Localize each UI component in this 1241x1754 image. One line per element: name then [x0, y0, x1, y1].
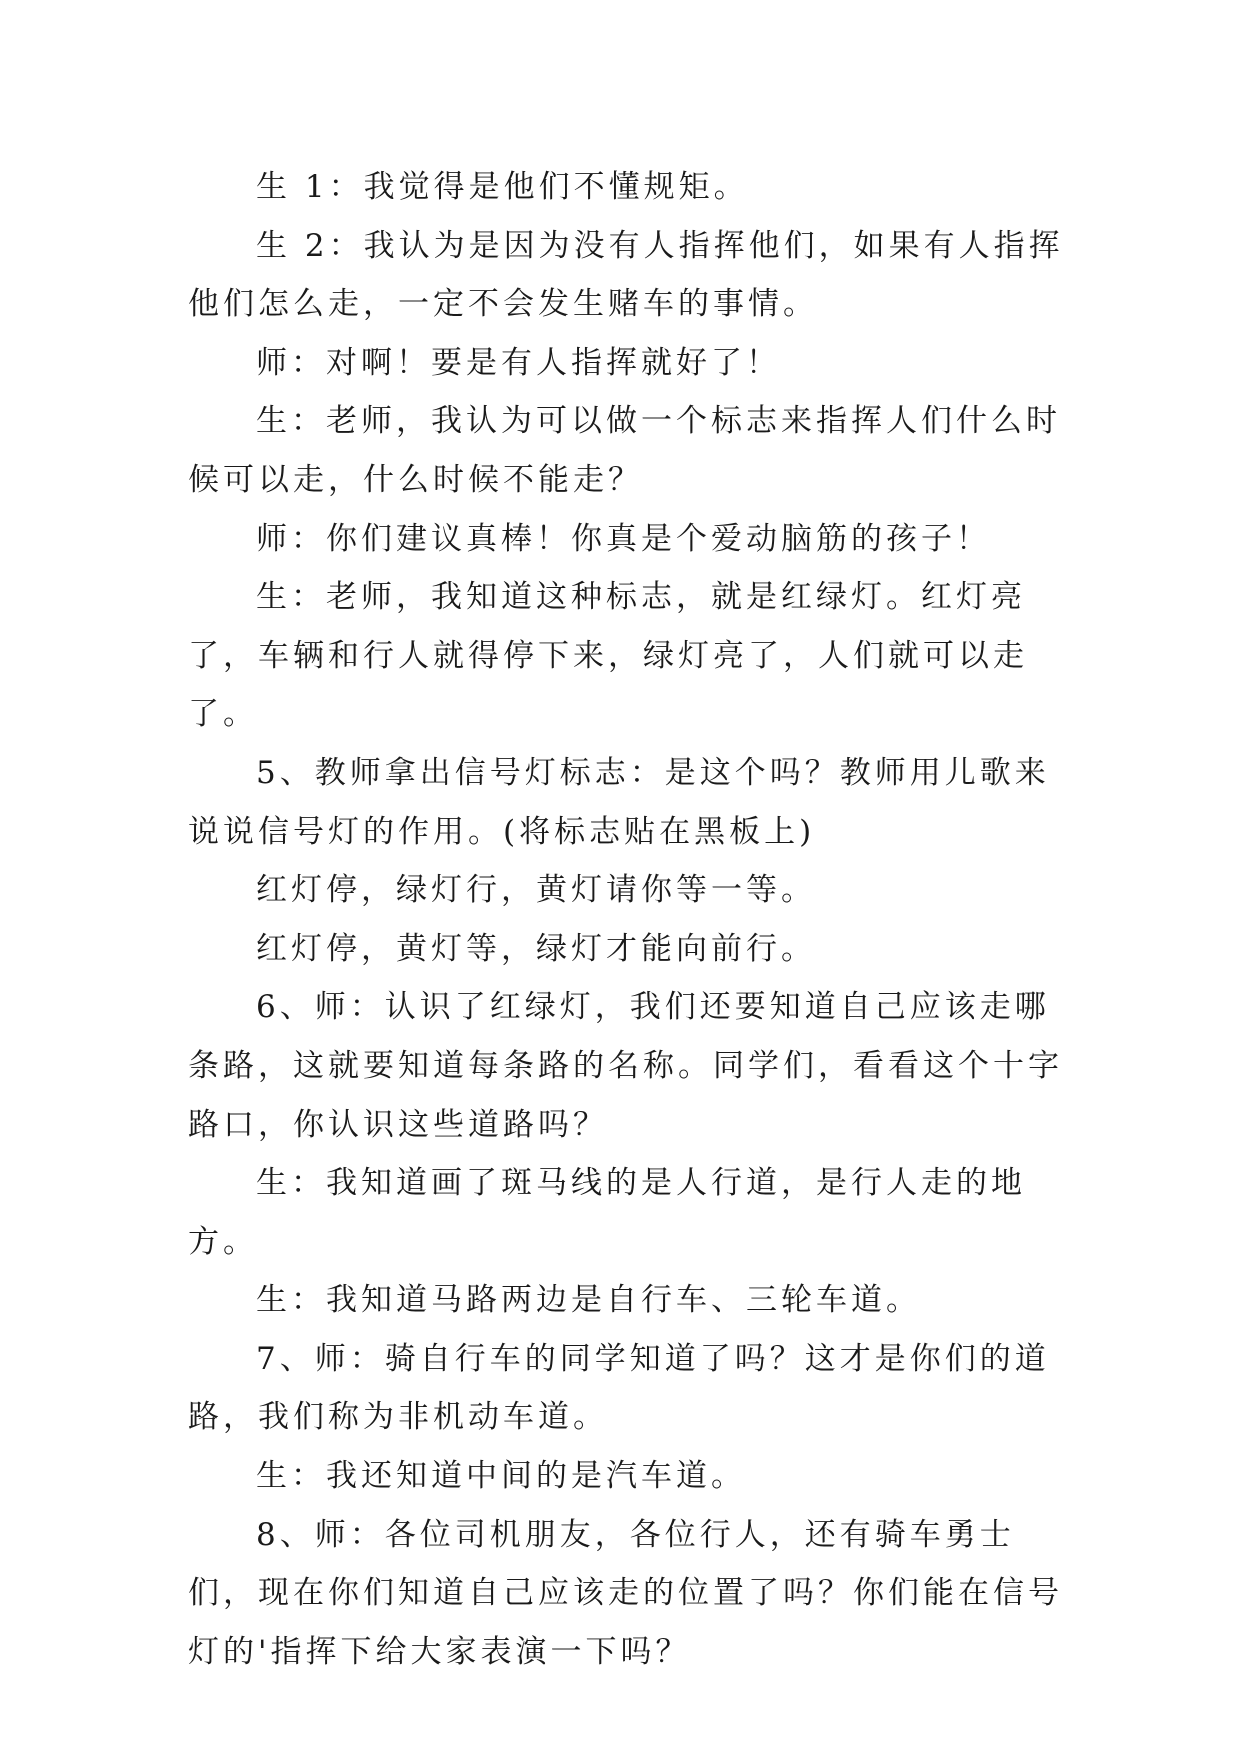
- paragraph: 生 2：我认为是因为没有人指挥他们，如果有人指挥他们怎么走，一定不会发生赌车的事情。: [188, 227, 1064, 323]
- paragraph: 生：我知道画了斑马线的是人行道，是行人走的地方。: [188, 1165, 1026, 1260]
- paragraph: 师：对啊！要是有人指挥就好了！: [256, 344, 781, 381]
- paragraph: 红灯停，黄灯等，绿灯才能向前行。: [256, 930, 816, 967]
- paragraph: 生：我还知道中间的是汽车道。: [256, 1458, 746, 1495]
- paragraph: 生 1：我觉得是他们不懂规矩。: [256, 169, 749, 205]
- paragraph: 师：你们建议真棒！你真是个爱动脑筋的孩子！: [256, 520, 991, 557]
- paragraph: 6、师：认识了红绿灯，我们还要知道自己应该走哪条路，这就要知道每条路的名称。同学们，看看这个十字路口，你认识这些道路吗？: [188, 989, 1063, 1143]
- paragraph: 生：老师，我知道这种标志，就是红绿灯。红灯亮了，车辆和行人就得停下来，绿灯亮了，人们就可以走了。: [188, 579, 1028, 733]
- document-body: [188, 158, 1068, 1681]
- paragraph: 生：老师，我认为可以做一个标志来指挥人们什么时候可以走，什么时候不能走？: [188, 403, 1061, 498]
- paragraph: 生：我知道马路两边是自行车、三轮车道。: [256, 1282, 921, 1319]
- paragraph: 5、教师拿出信号灯标志：是这个吗？教师用儿歌来说说信号灯的作用。(将标志贴在黑板上): [188, 754, 1050, 850]
- paragraph: 7、师：骑自行车的同学知道了吗？这才是你们的道路，我们称为非机动车道。: [188, 1340, 1050, 1436]
- paragraph: 红灯停，绿灯行，黄灯请你等一等。: [256, 872, 816, 909]
- paragraph: 8、师：各位司机朋友，各位行人，还有骑车勇士们，现在你们知道自己应该走的位置了吗？你们能在信号灯的'指挥下给大家表演一下吗？: [188, 1516, 1063, 1670]
